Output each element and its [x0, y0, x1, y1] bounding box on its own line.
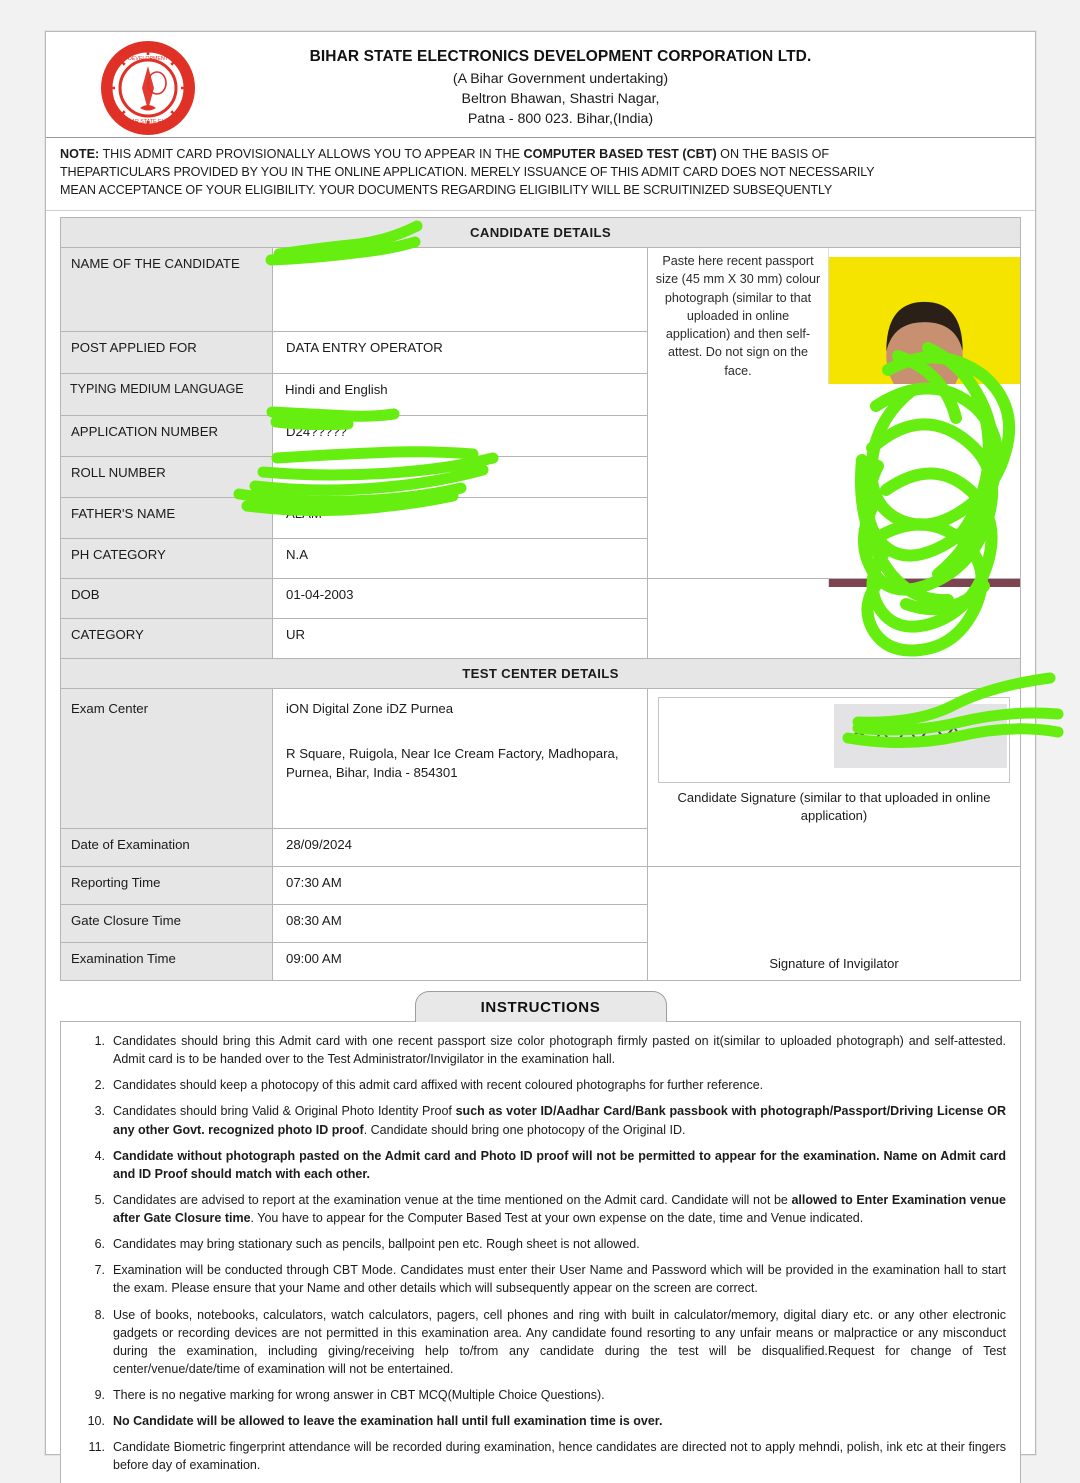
instruction-item — [69, 1306, 1006, 1379]
invigilator-signature-area — [648, 867, 1021, 981]
note-text-part1: THIS ADMIT CARD PROVISIONALLY ALLOWS YOU TO APPEAR IN THE — [99, 147, 524, 162]
instruction-number: 7. — [94, 1263, 105, 1278]
row-label-gate-closure-time: Gate Closure Time — [61, 905, 273, 943]
instruction-item — [69, 1147, 1006, 1183]
instruction-number: 9. — [94, 1388, 105, 1403]
row-label-name: NAME OF THE CANDIDATE — [61, 248, 273, 332]
row-label-date-of-exam: Date of Examination — [61, 829, 273, 867]
instruction-number: 6. — [94, 1237, 105, 1252]
exam-center-name: iON Digital Zone iDZ Purnea — [286, 701, 454, 717]
row-value-date-of-exam: 28/09/2024 — [273, 829, 648, 867]
note-emphasis: COMPUTER BASED TEST (CBT) — [523, 147, 717, 162]
row-value-category: UR — [273, 619, 648, 659]
instruction-number: 8. — [94, 1307, 105, 1322]
instruction-item — [69, 1412, 1006, 1430]
row-value-application-number: D24????? — [273, 416, 648, 457]
instruction-text: No Candidate will be allowed to leave the examination hall until full examination time is over. — [113, 1414, 663, 1429]
instruction-item — [69, 1191, 1006, 1227]
instruction-item — [69, 1261, 1006, 1297]
instruction-text: Candidates should bring Valid & Original Photo Identity Proof such as voter ID/Aadhar Card/Bank passbook with photograph/Passport/Driving License OR any other Govt. recognized photo ID proof. Candidate should bring one photocopy of the Original ID. — [113, 1104, 1006, 1137]
instruction-number: 10. — [87, 1414, 105, 1429]
photo-paste-area-lower — [648, 579, 1021, 659]
bseidc-logo-icon — [96, 36, 200, 140]
instruction-item — [69, 1032, 1006, 1068]
instructions-title: INSTRUCTIONS — [415, 991, 667, 1022]
row-label-post-applied: POST APPLIED FOR — [61, 332, 273, 374]
instruction-text: Candidates are advised to report at the examination venue at the time mentioned on the Admit card. Candidate will not be allowed to Enter Examination venue after Gate Closure time. You have to appear for the Computer Based Test at your own expense on the date, time and Venue indicated. — [113, 1192, 1006, 1226]
instruction-item — [69, 1076, 1006, 1094]
instructions-list — [69, 1032, 1006, 1475]
organization-subtitle-1: (A Bihar Government undertaking) — [452, 71, 669, 87]
instructions-section — [46, 981, 1035, 1483]
candidate-signature-caption: Candidate Signature (similar to that uploaded in online application) — [677, 790, 991, 824]
instruction-number: 11. — [88, 1440, 105, 1455]
exam-center-address: R Square, Ruigola, Near Ice Cream Factory, Madhopara, Purnea, Bihar, India - 854301 — [286, 746, 619, 781]
admit-card-table — [60, 217, 1021, 981]
instruction-number: 4. — [94, 1148, 105, 1163]
note-line-3: MEAN ACCEPTANCE OF YOUR ELIGIBILITY. YOUR DOCUMENTS REGARDING ELIGIBILITY WILL BE SCRUITINIZED SUBSEQUENTLY — [60, 183, 833, 198]
candidate-signature-image — [834, 704, 1007, 768]
photo-instruction-text: Paste here recent passport size (45 mm X 30 mm) colour photograph (similar to that uploaded in online application) and then self-attest. Do not sign on the face. — [655, 254, 821, 378]
row-label-category: CATEGORY — [61, 619, 273, 659]
document-sheet — [45, 31, 1036, 1473]
instruction-text: Candidates should keep a photocopy of this admit card affixed with recent coloured photographs for further reference. — [113, 1078, 764, 1093]
note-label: NOTE: — [60, 147, 100, 162]
photo-paste-area — [648, 248, 1021, 579]
note-text-part2: ON THE BASIS OF — [716, 147, 830, 162]
candidate-signature-box — [658, 697, 1010, 783]
row-value-reporting-time: 07:30 AM — [273, 867, 648, 905]
row-label-typing-language: TYPING MEDIUM LANGUAGE — [61, 374, 273, 416]
row-value-typing-language: Hindi and English — [273, 374, 648, 416]
row-label-dob: DOB — [61, 579, 273, 619]
instruction-text: Candidate Biometric fingerprint attendance will be recorded during examination, hence candidates are directed not to apply mehndi, polish, ink etc at their fingers before day of examination. — [113, 1440, 1006, 1473]
organization-address-line-1: Beltron Bhawan, Shastri Nagar, — [461, 91, 660, 108]
organization-title: BIHAR STATE ELECTRONICS DEVELOPMENT CORPORATION LTD. — [309, 48, 812, 65]
instruction-number: 1. — [94, 1034, 105, 1049]
instruction-number: 2. — [94, 1078, 105, 1093]
instruction-text: Use of books, notebooks, calculators, watch calculators, pagers, cell phones and ring with built in calculator/memory, digital diary etc. or any other electronic gadgets or recording devices are not permitted in this examination area. Any candidate found resorting to any unfair means or malpractice or any misconduct during the examination, including giving/receiving help to/from any candidate during the test will be disqualified.Request for change of Test center/venue/date/time of examination will not be entertained. — [113, 1307, 1006, 1376]
candidate-signature-area — [648, 689, 1021, 867]
note-paragraph — [46, 138, 1035, 211]
instruction-number: 3. — [94, 1104, 105, 1119]
instruction-text: Candidate without photograph pasted on the Admit card and Photo ID proof will not be permitted to appear for the examination. Name on Admit card and ID Proof should match with each other. — [113, 1148, 1006, 1181]
instruction-number: 5. — [94, 1192, 105, 1207]
row-label-application-number: APPLICATION NUMBER — [61, 416, 273, 457]
svg-text:BIHAR STATE ELEC.: BIHAR STATE ELEC. — [122, 119, 174, 125]
instruction-item — [69, 1102, 1006, 1138]
row-label-fathers-name: FATHER'S NAME — [61, 498, 273, 539]
row-value-roll-number — [273, 457, 648, 498]
row-value-name — [273, 248, 648, 332]
document-header — [46, 32, 1035, 138]
row-label-roll-number: ROLL NUMBER — [61, 457, 273, 498]
row-value-ph-category: N.A — [273, 539, 648, 579]
test-center-details-header: TEST CENTER DETAILS — [61, 659, 1021, 689]
instruction-text: Examination will be conducted through CBT Mode. Candidates must enter their User Name and Password which will be provided in the examination hall to start the exam. Please ensure that your Name and other details which will subsequently appear on the screen are correct. — [113, 1263, 1006, 1296]
row-value-gate-closure-time: 08:30 AM — [273, 905, 648, 943]
instruction-text: There is no negative marking for wrong answer in CBT MCQ(Multiple Choice Questions). — [113, 1388, 605, 1403]
row-label-examination-time: Examination Time — [61, 943, 273, 981]
candidate-photograph-lower — [828, 579, 1020, 587]
instruction-text: Candidates may bring stationary such as pencils, ballpoint pen etc. Rough sheet is not allowed. — [113, 1237, 640, 1252]
instructions-box — [60, 1021, 1021, 1483]
row-value-examination-time: 09:00 AM — [273, 943, 648, 981]
instruction-item — [69, 1386, 1006, 1404]
row-value-post-applied: DATA ENTRY OPERATOR — [273, 332, 648, 374]
row-label-reporting-time: Reporting Time — [61, 867, 273, 905]
svg-text:DEVELOPMENT: DEVELOPMENT — [127, 56, 169, 62]
row-label-ph-category: PH CATEGORY — [61, 539, 273, 579]
instruction-item — [69, 1438, 1006, 1474]
candidate-photograph — [828, 248, 1020, 384]
note-line-2: THEPARTICULARS PROVIDED BY YOU IN THE ONLINE APPLICATION. MERELY ISSUANCE OF THIS ADMIT CARD DOES NOT NECESSARILY — [60, 165, 875, 180]
instruction-item — [69, 1235, 1006, 1253]
invigilator-signature-caption: Signature of Invigilator — [769, 956, 899, 972]
row-value-fathers-name: ALAM — [273, 498, 648, 539]
row-value-dob: 01-04-2003 — [273, 579, 648, 619]
row-value-exam-center — [273, 689, 648, 829]
candidate-details-header: CANDIDATE DETAILS — [61, 218, 1021, 248]
row-label-exam-center: Exam Center — [61, 689, 273, 829]
instruction-text: Candidates should bring this Admit card with one recent passport size color photograph firmly pasted on it(similar to uploaded photograph) and self-attested. Admit card is to be handed over to the Test Administrator/Invigilator in the examination hall. — [113, 1034, 1006, 1067]
organization-address-line-2: Patna - 800 023. Bihar,(India) — [467, 111, 654, 128]
